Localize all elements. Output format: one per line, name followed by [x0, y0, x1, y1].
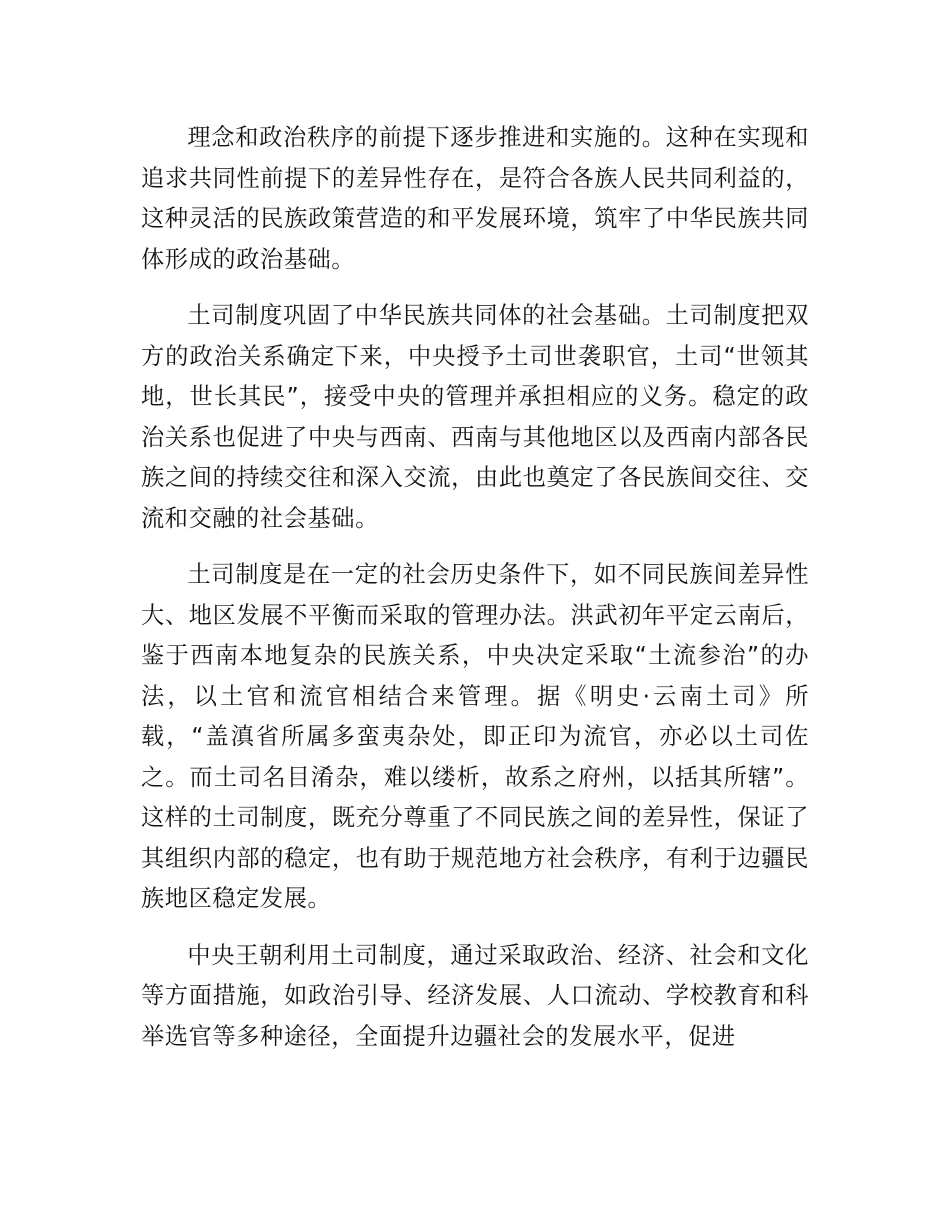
paragraph-4: 中央王朝利用土司制度，通过采取政治、经济、社会和文化等方面措施，如政治引导、经济发展、人口流动、学校教育和科举选官等多种途径，全面提升边疆社会的发展水平，促进 — [141, 941, 809, 1050]
paragraph-3: 土司制度是在一定的社会历史条件下，如不同民族间差异性大、地区发展不平衡而采取的管理办法。洪武初年平定云南后，鉴于西南本地复杂的民族关系，中央决定采取“土流参治”的办法，以土官和流官相结合来管理。据《明史·云南土司》所载，“盖滇省所属多蛮夷杂处，即正印为流官，亦必以土司佐之。而土司名目淆杂，难以缕析，故系之府州，以括其所辖”。这样的土司制度，既充分尊重了不同民族之间的差异性，保证了其组织内部的稳定，也有助于规范地方社会秩序，有利于边疆民族地区稳定发展。 — [141, 561, 809, 912]
body-text — [141, 118, 809, 1073]
paragraph-2: 土司制度巩固了中华民族共同体的社会基础。土司制度把双方的政治关系确定下来，中央授予土司世袭职官，土司“世领其地，世长其民”，接受中央的管理并承担相应的义务。稳定的政治关系也促进了中央与西南、西南与其他地区以及西南内部各民族之间的持续交往和深入交流，由此也奠定了各民族间交往、交流和交融的社会基础。 — [141, 302, 809, 532]
paragraph-1: 理念和政治秩序的前提下逐步推进和实施的。这种在实现和追求共同性前提下的差异性存在，是符合各族人民共同利益的，这种灵活的民族政策营造的和平发展环境，筑牢了中华民族共同体形成的政治基础。 — [141, 124, 809, 273]
